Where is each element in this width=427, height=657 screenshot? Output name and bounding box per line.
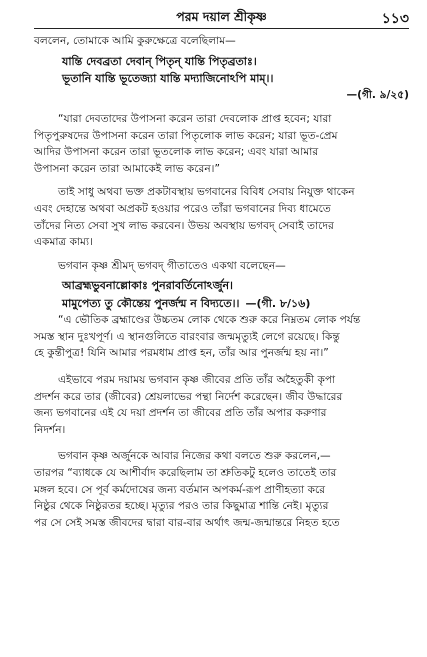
text-line: আদির উপাসনা করেন তারা ভূতলোক লাভ করেন; এবং যারা আমার — [34, 146, 319, 159]
text-line: এইভাবে পরম দয়াময় ভগবান কৃষ্ণ জীবের প্রতি তাঁর অহৈতুকী কৃপা — [58, 373, 336, 386]
text-line: হে কুন্তীপুত্র! যিনি আমার পরমধাম প্রাপ্ত হন, তাঁর আর পুনর্জন্ম হয় না।” — [34, 347, 329, 360]
text-line: পিতৃপুরুষদের উপাসনা করেন তারা পিতৃলোক লাভ করেন; যারা ভূত-প্রেম — [34, 129, 338, 142]
translation-paragraph-2 — [34, 312, 409, 362]
text-line: নিষ্ঠুর থেকে নিষ্ঠুরতর হচ্ছে। মৃত্যুর পরও তার কিছুমাত্র শান্তি নেই। মৃত্যুর — [34, 500, 329, 513]
intro-line: বললেন, তোমাকে আমি কুরুক্ষেত্রে বলেছিলাম— — [34, 35, 236, 47]
text-line: জন্য ভগবানের এই যে দয়া প্রদর্শন তা জীবের প্রতি তাঁর অপার করুণার — [34, 407, 327, 420]
text-line: তারপর “ব্যাধকে যে আশীর্বাদ করেছিলাম তা শ্রুতিকটু হলেও তাতেই তার — [34, 466, 337, 479]
text-line: এবং দেহান্তে অথবা অপ্রকট হওয়ার পরেও তাঁরা ভগবানের দিব্য ধামেতে — [34, 202, 331, 215]
verse-citation: —(গী. ৮/১৬) — [245, 296, 311, 310]
verse-line: আব্রহ্মভুবনাল্লোকাঃ পুনরাবর্তিনোঽর্জুন। — [62, 279, 233, 293]
text-line: তাই সাধু অথবা ভক্ত প্রকটাবস্থায় ভগবানের বিবিধ সেবায় নিযুক্ত থাকেন — [58, 186, 355, 199]
translation-paragraph-1 — [34, 111, 409, 177]
verse-block-2 — [34, 277, 409, 312]
text-line: তাঁদের নিত্য সেবা সুখ লাভ করবেন। উভয় অবস্থায় ভগবদ্ সেবাই তাদের — [34, 219, 334, 232]
text-line: প্রদর্শন করে তার (জীবের) শ্রেয়লাভের পন্থা নির্দেশ করেছেন। জীব উদ্ধারের — [34, 390, 343, 403]
text-line: নিদর্শন। — [34, 423, 66, 436]
body-paragraph-2 — [34, 372, 409, 438]
page-header — [34, 6, 409, 29]
text-line: “যারা দেবতাদের উপাসনা করেন তারা দেবলোক প্রাপ্ত হবেন; যারা — [58, 113, 332, 125]
text-line: “এ ভৌতিক ব্রহ্মাণ্ডের উচ্চতম লোক থেকে শুরু করে নিম্নতম লোক পর্যন্ত — [58, 314, 361, 327]
text-line: উপাসনা করেন তারা আমাকেই লাভ করেন।” — [34, 162, 220, 175]
text-line: ভগবান কৃষ্ণ অর্জুনকে আবার নিজের কথা বলতে শুরু করলেন,— — [58, 450, 331, 463]
running-title: পরম দয়াল শ্রীকৃষ্ণ — [176, 9, 267, 24]
text-line: সমস্ত স্থান দুঃখপূর্ণ। এ স্থানগুলিতে বারংবার জন্মমৃত্যুই লেগে রয়েছে। কিন্তু — [34, 330, 340, 343]
text-line: একমাত্র কাম্য। — [34, 236, 93, 249]
verse-line-with-citation — [62, 295, 409, 312]
verse-citation: —(গী. ৯/২৫) — [346, 89, 409, 102]
verse-line: ভূতানি যান্তি ভূতেজ্যা যান্তি মদ্যাজিনোঽপি মাম্।। — [62, 72, 274, 85]
text-line: মঙ্গল হবে। সে পূর্ব কর্মদোষের জন্য বর্তমান অপকর্ম-রূপ প্রাণীহত্যা করে — [34, 483, 326, 496]
body-paragraph-1 — [34, 184, 409, 250]
page-number: ১১৩ — [381, 11, 409, 27]
verse-line: যান্তি দেবব্রতা দেবান্ পিতৃন্ যান্তি পিতৃব্রতাঃ। — [62, 54, 257, 68]
intro-line-2: ভগবান কৃষ্ণ শ্রীমদ্ ভগবদ্ গীতাতেও একথা বলেছেন— — [58, 259, 286, 272]
body-paragraph-3 — [34, 448, 409, 531]
verse-line: মামুপেত্য তু কৌন্তেয় পুনর্জন্ম ন বিদ্যতে।। — [62, 296, 240, 310]
verse-block-1 — [34, 53, 409, 104]
text-line: পর সে সেই সমস্ত জীবদের দ্বারা বার-বার অর্থাৎ জন্ম-জন্মান্তরে নিহত হতে — [34, 516, 340, 529]
